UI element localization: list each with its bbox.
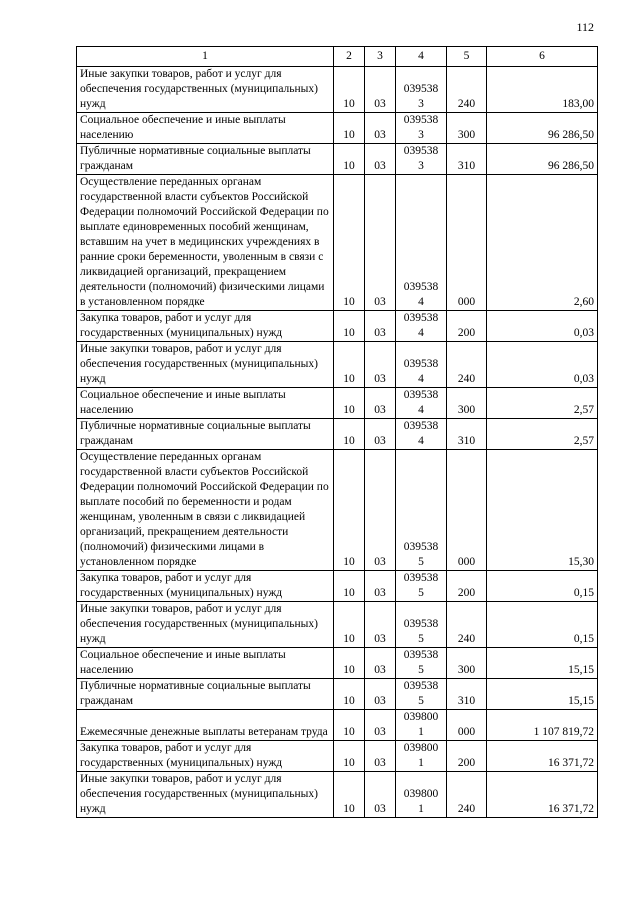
page-number: 112	[576, 20, 594, 34]
target-code-part-1: 039800	[403, 788, 439, 800]
column-header: 3	[365, 47, 396, 67]
target-code-part-2: 5	[418, 695, 424, 707]
row-amount: 16 371,72	[487, 772, 598, 818]
target-code-part-1: 039538	[403, 618, 439, 630]
row-target-code	[396, 648, 447, 679]
row-amount: 96 286,50	[487, 144, 598, 175]
row-name: Публичные нормативные социальные выплаты гражданам	[77, 679, 334, 710]
row-section: 10	[334, 741, 365, 772]
row-subsection: 03	[365, 602, 396, 648]
target-code-part-2: 5	[418, 556, 424, 568]
row-amount: 183,00	[487, 67, 598, 113]
row-subsection: 03	[365, 679, 396, 710]
row-section: 10	[334, 710, 365, 741]
column-header: 5	[447, 47, 487, 67]
row-amount: 16 371,72	[487, 741, 598, 772]
row-amount: 2,57	[487, 419, 598, 450]
row-expense-type: 300	[447, 648, 487, 679]
row-target-code	[396, 388, 447, 419]
row-target-code	[396, 450, 447, 571]
table-row	[77, 388, 598, 419]
target-code-part-2: 4	[418, 435, 424, 447]
row-amount: 0,15	[487, 571, 598, 602]
target-code-part-1: 039538	[403, 572, 439, 584]
row-target-code	[396, 419, 447, 450]
row-section: 10	[334, 388, 365, 419]
row-amount: 15,30	[487, 450, 598, 571]
row-amount: 2,60	[487, 175, 598, 311]
row-target-code	[396, 772, 447, 818]
row-name: Осуществление переданных органам государственной власти субъектов Российской Федерации полномочий Российской Федерации по выплате единовременных пособий женщинам, вставшим на учет в медицинских учреждениях в ранние сроки беременности, уволенным в связи с ликвидацией организаций, прекращением деятельности (полномочий) физическими лицами в установленном порядке	[77, 175, 334, 311]
row-section: 10	[334, 67, 365, 113]
row-subsection: 03	[365, 311, 396, 342]
row-amount: 0,03	[487, 342, 598, 388]
column-header: 1	[77, 47, 334, 67]
table-row	[77, 67, 598, 113]
row-amount: 0,03	[487, 311, 598, 342]
row-subsection: 03	[365, 342, 396, 388]
column-header: 2	[334, 47, 365, 67]
row-name: Публичные нормативные социальные выплаты гражданам	[77, 144, 334, 175]
row-name: Закупка товаров, работ и услуг для государственных (муниципальных) нужд	[77, 741, 334, 772]
table-row	[77, 175, 598, 311]
row-section: 10	[334, 602, 365, 648]
row-section: 10	[334, 311, 365, 342]
row-section: 10	[334, 679, 365, 710]
table-row	[77, 679, 598, 710]
row-section: 10	[334, 571, 365, 602]
target-code-part-1: 039538	[403, 680, 439, 692]
table-row	[77, 419, 598, 450]
target-code-part-2: 1	[418, 757, 424, 769]
row-section: 10	[334, 113, 365, 144]
table-row	[77, 602, 598, 648]
row-amount: 2,57	[487, 388, 598, 419]
row-expense-type: 310	[447, 679, 487, 710]
row-section: 10	[334, 144, 365, 175]
row-section: 10	[334, 419, 365, 450]
table-row	[77, 113, 598, 144]
table-row	[77, 772, 598, 818]
row-target-code	[396, 175, 447, 311]
row-name: Иные закупки товаров, работ и услуг для обеспечения государственных (муниципальных) нужд	[77, 602, 334, 648]
target-code-part-1: 039538	[403, 420, 439, 432]
row-expense-type: 000	[447, 710, 487, 741]
table-row	[77, 450, 598, 571]
row-target-code	[396, 741, 447, 772]
row-section: 10	[334, 772, 365, 818]
row-expense-type: 300	[447, 113, 487, 144]
row-expense-type: 200	[447, 741, 487, 772]
row-subsection: 03	[365, 710, 396, 741]
row-expense-type: 240	[447, 342, 487, 388]
row-target-code	[396, 679, 447, 710]
row-subsection: 03	[365, 144, 396, 175]
row-target-code	[396, 571, 447, 602]
row-name: Иные закупки товаров, работ и услуг для обеспечения государственных (муниципальных) нужд	[77, 342, 334, 388]
row-amount: 0,15	[487, 602, 598, 648]
row-expense-type: 000	[447, 450, 487, 571]
target-code-part-1: 039538	[403, 145, 439, 157]
budget-table	[76, 46, 598, 818]
table-row	[77, 741, 598, 772]
row-subsection: 03	[365, 450, 396, 571]
row-expense-type: 310	[447, 419, 487, 450]
target-code-part-1: 039538	[403, 312, 439, 324]
row-amount: 15,15	[487, 679, 598, 710]
target-code-part-1: 039800	[403, 742, 439, 754]
target-code-part-1: 039538	[403, 541, 439, 553]
row-section: 10	[334, 450, 365, 571]
table-row	[77, 710, 598, 741]
row-expense-type: 300	[447, 388, 487, 419]
row-subsection: 03	[365, 772, 396, 818]
row-name: Закупка товаров, работ и услуг для государственных (муниципальных) нужд	[77, 311, 334, 342]
row-target-code	[396, 144, 447, 175]
row-subsection: 03	[365, 67, 396, 113]
target-code-part-2: 1	[418, 803, 424, 815]
row-name: Иные закупки товаров, работ и услуг для обеспечения государственных (муниципальных) нужд	[77, 772, 334, 818]
row-expense-type: 240	[447, 602, 487, 648]
row-name: Социальное обеспечение и иные выплаты населению	[77, 648, 334, 679]
row-name: Ежемесячные денежные выплаты ветеранам труда	[77, 710, 334, 741]
target-code-part-1: 039538	[403, 358, 439, 370]
column-header: 4	[396, 47, 447, 67]
row-target-code	[396, 113, 447, 144]
row-name: Социальное обеспечение и иные выплаты населению	[77, 113, 334, 144]
target-code-part-2: 1	[418, 726, 424, 738]
row-target-code	[396, 710, 447, 741]
table-header-row	[77, 47, 598, 67]
row-subsection: 03	[365, 175, 396, 311]
target-code-part-1: 039538	[403, 389, 439, 401]
target-code-part-2: 5	[418, 664, 424, 676]
row-name: Осуществление переданных органам государственной власти субъектов Российской Федерации полномочий Российской Федерации по выплате пособий по беременности и родам женщинам, уволенным в связи с ликвидацией организаций, прекращением деятельности (полномочий) физическими лицами в установленном порядке	[77, 450, 334, 571]
row-subsection: 03	[365, 113, 396, 144]
row-expense-type: 200	[447, 571, 487, 602]
row-subsection: 03	[365, 388, 396, 419]
row-subsection: 03	[365, 419, 396, 450]
row-target-code	[396, 342, 447, 388]
table-row	[77, 311, 598, 342]
row-expense-type: 240	[447, 67, 487, 113]
row-name: Иные закупки товаров, работ и услуг для обеспечения государственных (муниципальных) нужд	[77, 67, 334, 113]
table-row	[77, 342, 598, 388]
row-name: Закупка товаров, работ и услуг для государственных (муниципальных) нужд	[77, 571, 334, 602]
target-code-part-2: 4	[418, 404, 424, 416]
row-subsection: 03	[365, 648, 396, 679]
row-target-code	[396, 602, 447, 648]
row-section: 10	[334, 648, 365, 679]
row-target-code	[396, 67, 447, 113]
target-code-part-1: 039538	[403, 83, 439, 95]
target-code-part-2: 3	[418, 129, 424, 141]
target-code-part-2: 5	[418, 633, 424, 645]
row-expense-type: 240	[447, 772, 487, 818]
row-target-code	[396, 311, 447, 342]
row-name: Социальное обеспечение и иные выплаты населению	[77, 388, 334, 419]
table-row	[77, 571, 598, 602]
target-code-part-2: 4	[418, 296, 424, 308]
table-row	[77, 144, 598, 175]
target-code-part-1: 039538	[403, 114, 439, 126]
row-amount: 96 286,50	[487, 113, 598, 144]
row-subsection: 03	[365, 571, 396, 602]
target-code-part-1: 039538	[403, 281, 439, 293]
target-code-part-2: 4	[418, 373, 424, 385]
row-expense-type: 200	[447, 311, 487, 342]
row-section: 10	[334, 342, 365, 388]
target-code-part-1: 039538	[403, 649, 439, 661]
column-header: 6	[487, 47, 598, 67]
row-expense-type: 310	[447, 144, 487, 175]
table-row	[77, 648, 598, 679]
row-subsection: 03	[365, 741, 396, 772]
target-code-part-2: 3	[418, 98, 424, 110]
target-code-part-1: 039800	[403, 711, 439, 723]
row-name: Публичные нормативные социальные выплаты гражданам	[77, 419, 334, 450]
row-amount: 15,15	[487, 648, 598, 679]
target-code-part-2: 3	[418, 160, 424, 172]
target-code-part-2: 5	[418, 587, 424, 599]
target-code-part-2: 4	[418, 327, 424, 339]
row-section: 10	[334, 175, 365, 311]
row-amount: 1 107 819,72	[487, 710, 598, 741]
row-expense-type: 000	[447, 175, 487, 311]
